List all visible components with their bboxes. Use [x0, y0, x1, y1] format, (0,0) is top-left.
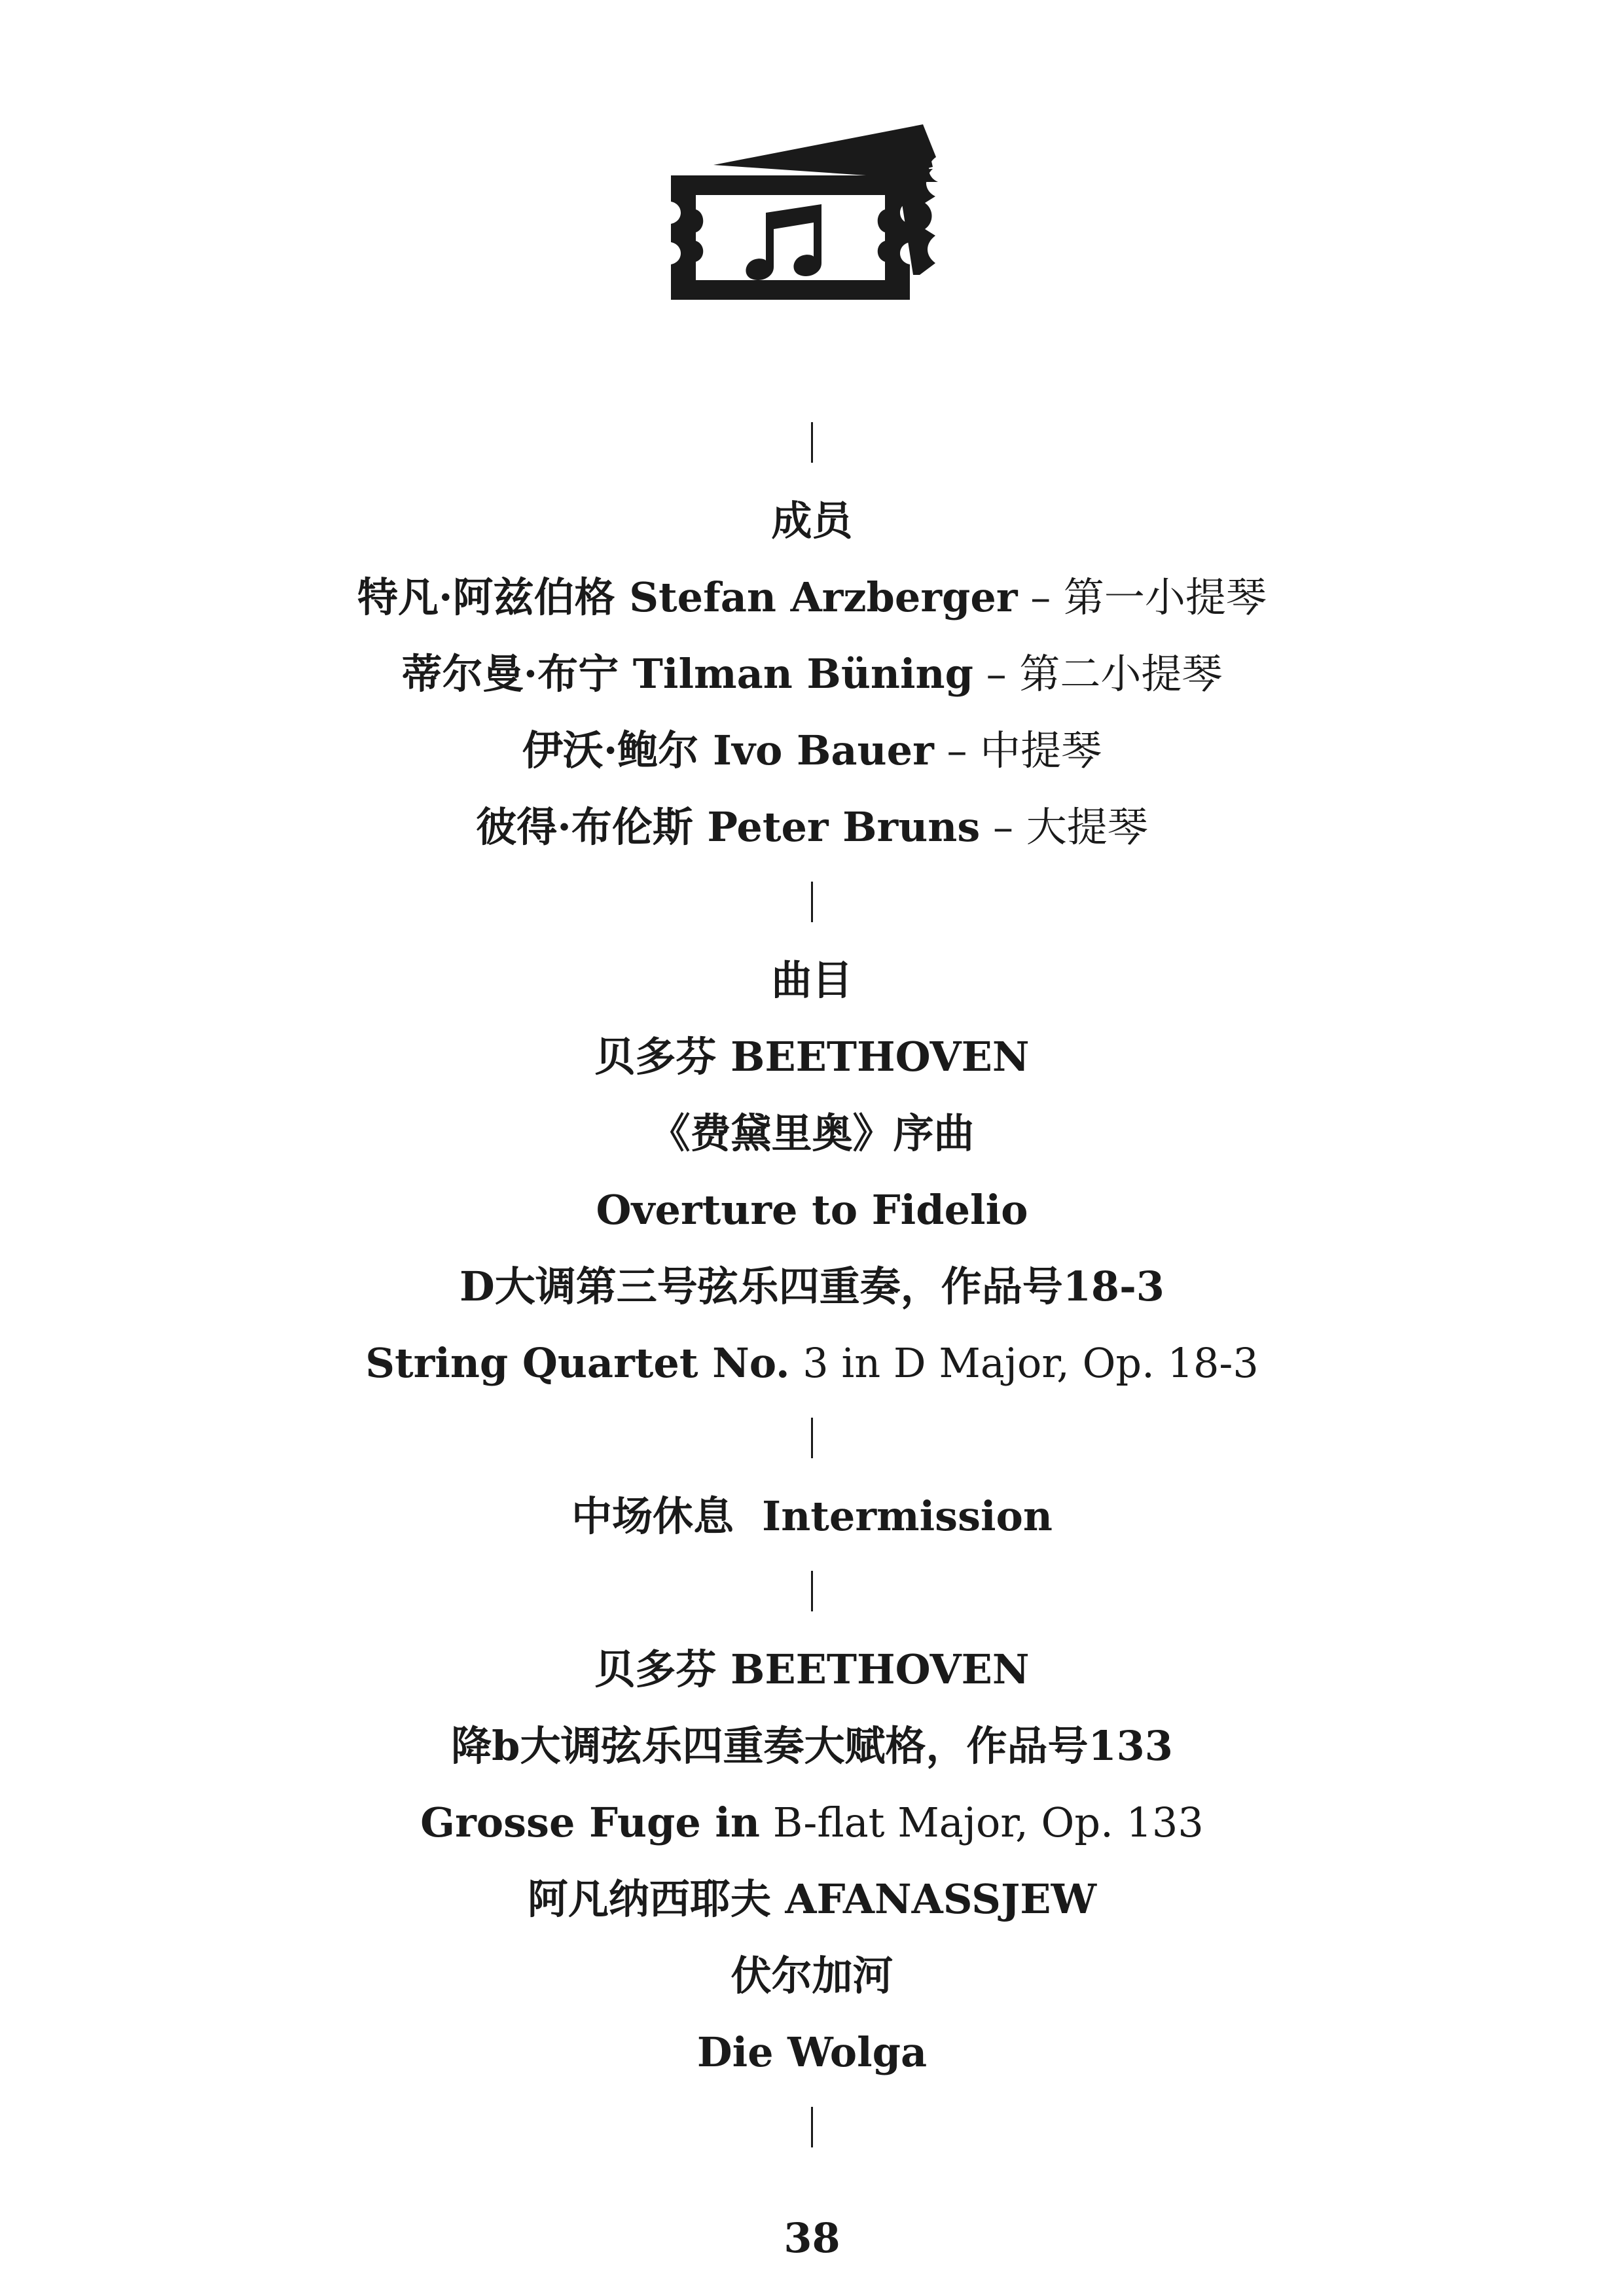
- work-title-en-regular: 3 in D Major, Op. 18-3: [789, 1339, 1259, 1387]
- intermission-label: 中场休息 Intermission: [571, 1492, 1053, 1540]
- member-name: 彼得·布伦斯 Peter Bruns: [476, 803, 981, 851]
- section-divider: [0, 1401, 1624, 1478]
- composer-name: 阿凡纳西耶夫 AFANASSJEW: [527, 1875, 1097, 1923]
- work-title-cn: 伏尔加河: [731, 1952, 893, 2000]
- section-divider: [0, 865, 1624, 942]
- member-separator: –: [980, 803, 1026, 851]
- section-divider: [0, 2090, 1624, 2167]
- work-title-cn: 降b大调弦乐四重奏大赋格，作品号133: [451, 1722, 1173, 1770]
- member-name: 特凡·阿兹伯格 Stefan Arzberger: [357, 573, 1018, 621]
- member-role: 大提琴: [1026, 803, 1148, 851]
- members-heading: 成员: [771, 497, 853, 545]
- section-divider: [0, 406, 1624, 482]
- work-title-en-bold: Grosse Fuge in: [420, 1799, 760, 1846]
- work-title-en: [0, 1784, 1624, 1861]
- member-role: 中提琴: [980, 726, 1102, 774]
- work-title-cn: 《费黛里奥》序曲: [649, 1109, 975, 1157]
- work-title-en: Overture to Fidelio: [596, 1186, 1028, 1234]
- composer-name: 贝多芬 BEETHOVEN: [594, 1033, 1030, 1081]
- work-title-cn: D大调第三号弦乐四重奏，作品号18-3: [460, 1263, 1164, 1310]
- work-title-en-regular: B-flat Major, Op. 133: [760, 1799, 1204, 1846]
- member-line: [0, 712, 1624, 789]
- work-title-en: [0, 1325, 1624, 1401]
- program-content: [0, 406, 1624, 2167]
- composer-name: 贝多芬 BEETHOVEN: [594, 1645, 1030, 1693]
- member-separator: –: [973, 650, 1020, 698]
- member-role: 第二小提琴: [1019, 650, 1223, 698]
- work-title-en: Die Wolga: [696, 2028, 928, 2076]
- member-line: [0, 636, 1624, 712]
- page-number: 38: [784, 2214, 840, 2262]
- member-name: 蒂尔曼·布宁 Tilman Büning: [401, 650, 973, 698]
- member-separator: –: [933, 726, 981, 774]
- member-line: [0, 559, 1624, 636]
- member-line: [0, 789, 1624, 865]
- music-ticket-icon: [664, 118, 959, 314]
- work-title-en-bold: String Quartet No.: [365, 1339, 790, 1387]
- member-role: 第一小提琴: [1063, 573, 1267, 621]
- program-heading: 曲目: [771, 956, 853, 1004]
- member-separator: –: [1017, 573, 1064, 621]
- section-divider: [0, 1554, 1624, 1631]
- member-name: 伊沃·鲍尔 Ivo Bauer: [522, 726, 934, 774]
